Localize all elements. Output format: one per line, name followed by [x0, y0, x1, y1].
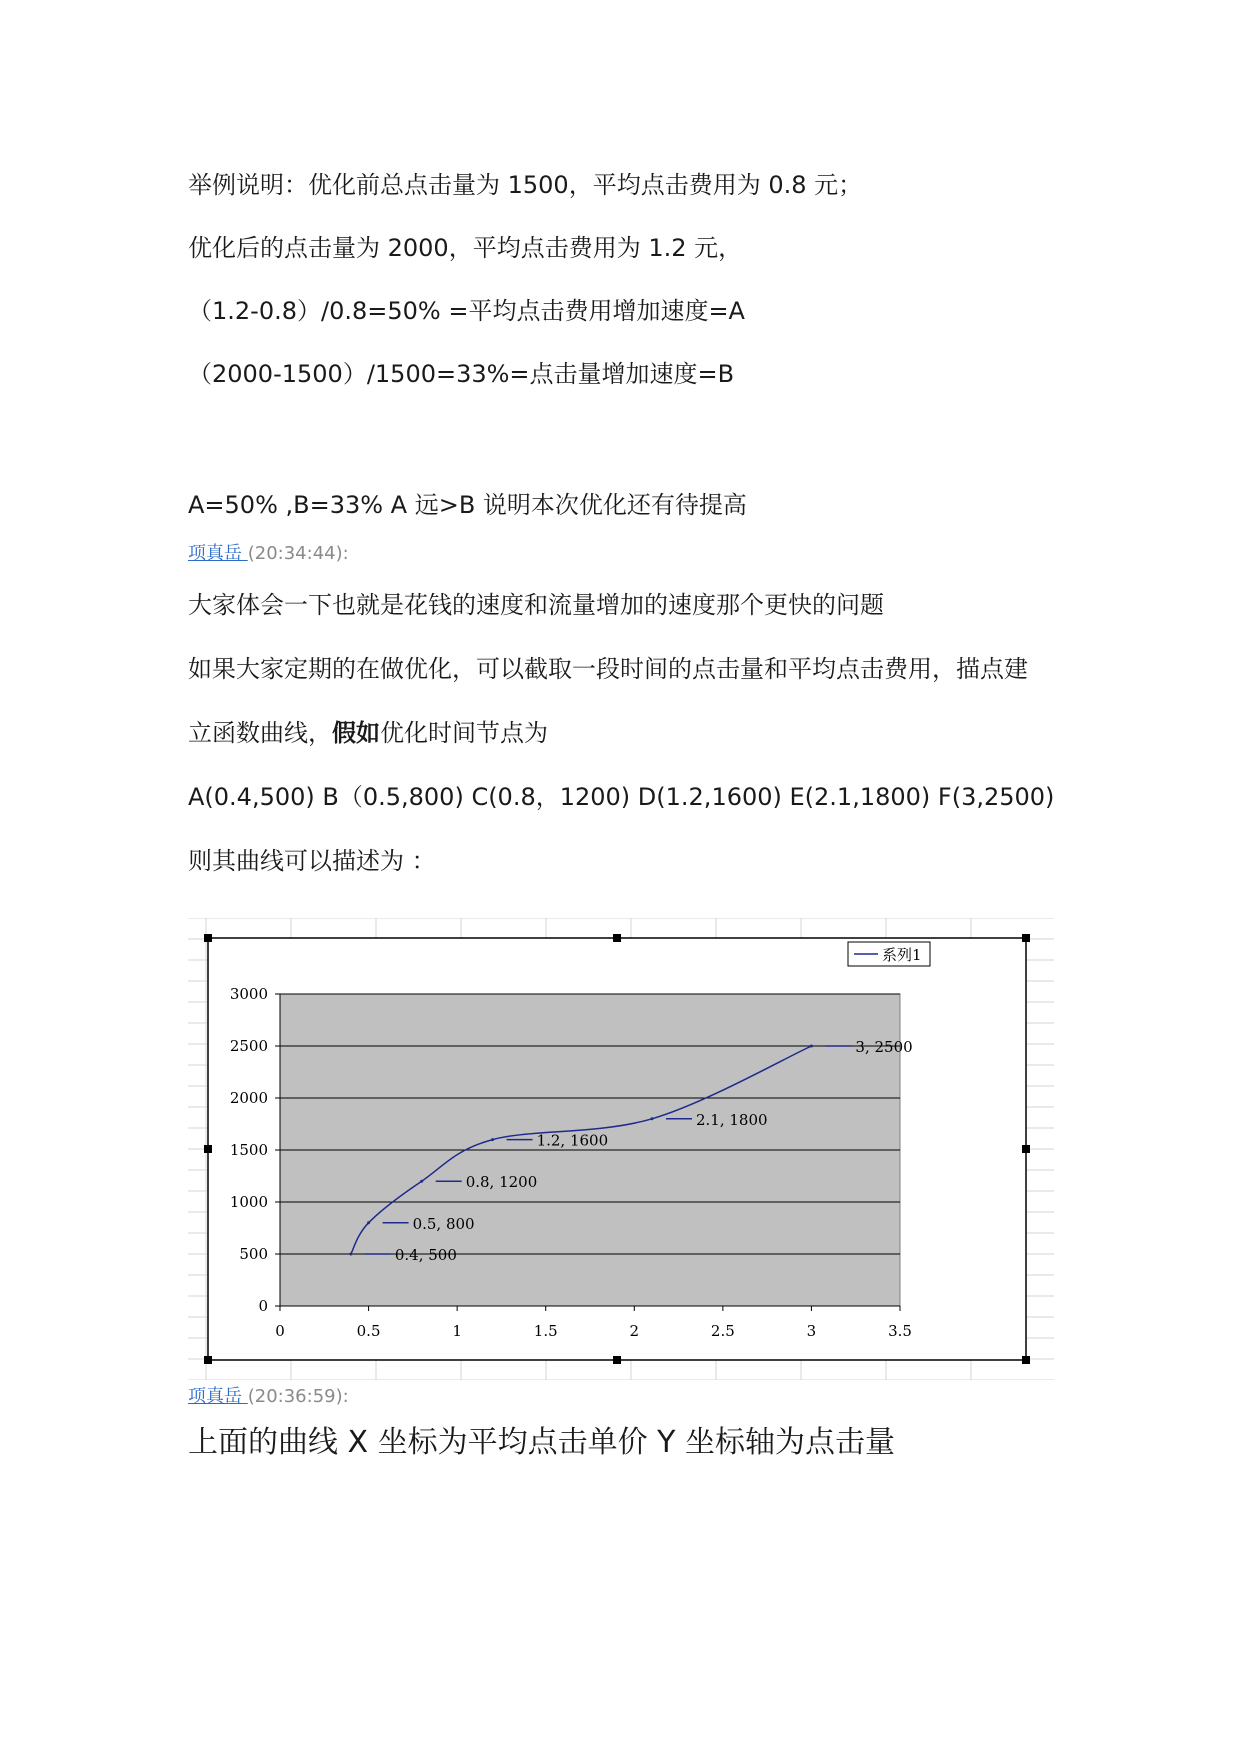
- selection-handle: [1022, 934, 1030, 942]
- paragraph-speed-comparison: 大家体会一下也就是花钱的速度和流量增加的速度那个更快的问题: [188, 591, 884, 619]
- y-tick-label: 2000: [229, 1089, 268, 1107]
- data-label: 0.5, 800: [412, 1214, 475, 1233]
- paragraph-conclusion: A=50% ,B=33% A 远>B 说明本次优化还有待提高: [188, 491, 747, 519]
- speaker-timestamp: (20:34:44):: [247, 543, 349, 564]
- speaker-name-link-2[interactable]: 项真岳: [188, 1386, 248, 1407]
- selection-handle: [204, 1356, 212, 1364]
- data-point: [367, 1221, 370, 1224]
- data-label: 1.2, 1600: [536, 1131, 609, 1150]
- selection-handle: [204, 1145, 212, 1153]
- speaker-name-link[interactable]: 项真岳: [188, 543, 248, 564]
- y-tick-label: 1000: [229, 1193, 268, 1211]
- y-tick-label: 500: [239, 1245, 268, 1263]
- data-label: 3, 2500: [855, 1038, 913, 1056]
- selection-handle: [613, 1356, 621, 1364]
- paragraph-periodic-optimization: 如果大家定期的在做优化，可以截取一段时间的点击量和平均点击费用，描点建: [188, 655, 1028, 683]
- x-tick-label: 0: [275, 1322, 285, 1340]
- closing-statement: 上面的曲线 X 坐标为平均点击单价 Y 坐标轴为点击量: [188, 1425, 896, 1460]
- paragraph-formula-a: （1.2-0.8）/0.8=50% =平均点击费用增加速度=A: [188, 297, 745, 325]
- chart-svg: [188, 918, 1054, 1380]
- paragraph-data-points: A(0.4,500) B（0.5,800) C(0.8，1200) D(1.2,1600) E(2.1,1800) F(3,2500): [188, 783, 1055, 811]
- x-tick-label: 3: [806, 1322, 817, 1340]
- data-point: [491, 1138, 494, 1141]
- selection-handle: [1022, 1145, 1030, 1153]
- selection-handle: [613, 934, 621, 942]
- paragraph-formula-b: （2000-1500）/1500=33%=点击量增加速度=B: [188, 360, 735, 388]
- data-point: [420, 1180, 423, 1183]
- data-label: 0.4, 500: [394, 1246, 457, 1264]
- paragraph-after-optimization: 优化后的点击量为 2000，平均点击费用为 1.2 元，: [188, 234, 743, 262]
- chart-container[interactable]: [188, 918, 1054, 1380]
- paragraph-build-curve: [188, 718, 548, 748]
- x-tick-label: 0.5: [356, 1322, 381, 1340]
- x-tick-label: 2: [629, 1322, 640, 1340]
- y-tick-label: 0: [258, 1297, 268, 1315]
- data-label: 0.8, 1200: [465, 1173, 538, 1192]
- x-tick-label: 2.5: [710, 1322, 735, 1340]
- y-tick-label: 3000: [229, 985, 268, 1003]
- data-point: [651, 1117, 654, 1120]
- y-tick-label: 2500: [229, 1037, 268, 1055]
- selection-handle: [1022, 1356, 1030, 1364]
- x-tick-label: 3.5: [888, 1322, 912, 1340]
- build-curve-text: 立函数曲线，: [188, 719, 332, 747]
- paragraph-example-intro: 举例说明：优化前总点击量为 1500，平均点击费用为 0.8 元；: [188, 171, 863, 199]
- data-point: [810, 1045, 813, 1048]
- speaker-line-1: [188, 543, 349, 565]
- x-tick-label: 1.5: [533, 1322, 558, 1340]
- data-point: [349, 1253, 352, 1256]
- y-tick-label: 1500: [229, 1141, 268, 1159]
- x-tick-label: 1: [452, 1322, 462, 1340]
- speaker-line-2: [188, 1386, 349, 1408]
- selection-handle: [204, 934, 212, 942]
- build-curve-text-end: 优化时间节点为: [380, 719, 548, 747]
- paragraph-curve-intro: 则其曲线可以描述为 ：: [188, 847, 436, 875]
- legend-label: 系列1: [882, 946, 922, 964]
- emphasis-text: 假如: [332, 719, 380, 747]
- speaker-timestamp-2: (20:36:59):: [247, 1386, 349, 1407]
- data-label: 2.1, 1800: [696, 1110, 768, 1129]
